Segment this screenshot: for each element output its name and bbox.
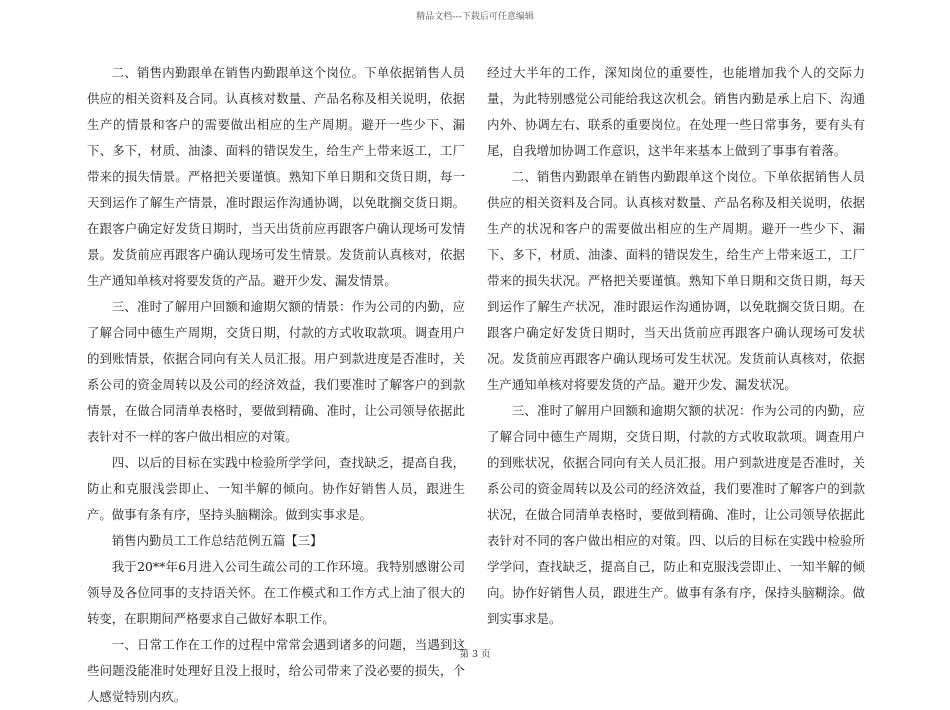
header-note: 精品文档---下载后可任意编辑 xyxy=(416,12,534,22)
paragraph: 三、准时了解用户回额和逾期欠额的情景：作为公司的内勤，应了解合同中德生产周期，交货日期，付款的方式收取款项。调查用户的到账情景，依据合同向有关人员汇报。用户到款进度是否准时，关系公司的资金周转以及公司的经济效益，我们要准时了解客户的到款情景，在做合同清单表格时，要做到精确、准时，让公司领导依据此表针对不一样的客户做出相应的对策。 xyxy=(87,299,465,444)
page-number: 第 3 页 xyxy=(459,649,491,660)
paragraph: 四、以后的目标在实践中检验所学学问，查找缺乏，提高自我，防止和克服浅尝即止、一知半解的倾向。协作好销售人员，跟进生产。做事有条有序，坚持头脑糊涂。做到实事求是。 xyxy=(87,455,465,522)
paragraph: 二、销售内勤跟单在销售内勤跟单这个岗位。下单依据销售人员供应的相关资料及合同。认真核对数量、产品名称及相关说明，依据生产的情景和客户的需要做出相应的生产周期。避开一些少下、漏下、多下，材质、油漆、面料的错误发生，给生产上带来返工，工厂带来的损失情景。严格把关要谨慎。熟知下单日期和交货日期，每一天到运作了解生产情景，准时跟运作沟通协调，以免耽搁交货日期。在跟客户确定好发货日期时，当天出货前应再跟客户确认现场可发情景。发货前应再跟客户确认现场可发生情景。发货前认真核对，依据生产通知单核对将要发货的产品。避开少发、漏发情景。 xyxy=(87,65,465,288)
paragraph: 二、销售内勤跟单在销售内勤跟单这个岗位。下单依据销售人员供应的相关资料及合同。认真核对数量、产品名称及相关说明，依据生产的状况和客户的需要做出相应的生产周期。避开一些少下、漏下、多下，材质、油漆、面料的错误发生，给生产上带来返工，工厂带来的损失状况。严格把关要谨慎。熟知下单日期和交货日期，每天到运作了解生产状况，准时跟运作沟通协调，以免耽搁交货日期。在跟客户确定好发货日期时，当天出货前应再跟客户确认现场可发状况。发货前应再跟客户确认现场可发生状况。发货前认真核对，依据生产通知单核对将要发货的产品。避开少发、漏发状况。 xyxy=(487,169,865,392)
section-heading: 销售内勤员工工作总结范例五篇【三】 xyxy=(111,533,323,548)
paragraph: 我于20**年6月进入公司生疏公司的工作环境。我特别感谢公司领导及各位同事的支持语关怀。在工作模式和工作方式上油了很大的转变，在职期间严格要求自己做好本职工作。 xyxy=(87,559,465,626)
left-column xyxy=(87,60,465,710)
paragraph: 三、准时了解用户回额和逾期欠额的状况：作为公司的内勤，应了解合同中德生产周期，交货日期，付款的方式收取款项。调查用户的到账状况，依据合同向有关人员汇报。用户到款进度是否准时，关系公司的资金周转以及公司的经济效益，我们要准时了解客户的到款状况，在做合同清单表格时，要做到精确、准时，让公司领导依据此表针对不同的客户做出相应的对策。四、以后的目标在实践中检验所学学问，查找缺乏，提高自己，防止和克服浅尝即止、一知半解的倾向。协作好销售人员，跟进生产。做事有条有序，保持头脑糊涂。做到实事求是。 xyxy=(487,403,865,626)
right-column xyxy=(487,60,865,632)
paragraph: 一、日常工作在工作的过程中常常会遇到诸多的问题，当遇到这些问题没能准时处理好且没上报时，给公司带来了没必要的损失，个人感觉特别内疚。 xyxy=(87,637,465,704)
paragraph: 经过大半年的工作，深知岗位的重要性，也能增加我个人的交际力量，为此特别感觉公司能给我这次机会。销售内勤是承上启下、沟通内外、协调左右、联系的重要岗位。在处理一些日常事务，要有头有尾，自我增加协调工作意识，这半年来基本上做到了事事有着落。 xyxy=(487,65,865,158)
